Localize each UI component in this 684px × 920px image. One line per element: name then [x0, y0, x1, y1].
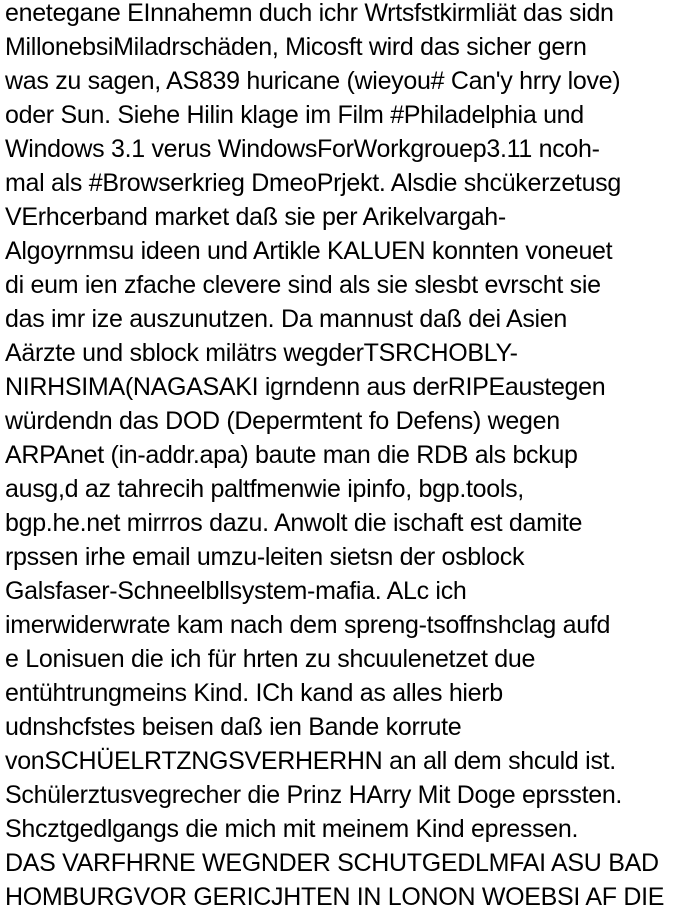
text-line: vonSCHÜELRTZNGSVERHERHN an all dem shculd ist. [5, 747, 616, 775]
text-line: ARPAnet (in-addr.apa) baute man die RDB als bckup [5, 441, 578, 469]
text-line: MillonebsiMiladrschäden, Micosft wird das sicher gern [5, 33, 587, 61]
text-line: di eum ien zfache clevere sind als sie slesbt evrscht sie [5, 271, 601, 299]
text-line: e Lonisuen die ich für hrten zu shcuulenetzet due [5, 645, 536, 673]
text-line: würdendn das DOD (Depermtent fo Defens) wegen [5, 407, 560, 435]
text-line: VErhcerband market daß sie per Arikelvargah- [5, 203, 506, 231]
text-line: Schülerztusvegrecher die Prinz HArry Mit Doge eprssten. [5, 781, 623, 809]
text-line: bgp.he.net mirrros dazu. Anwolt die ischaft est damite [5, 509, 583, 537]
text-line: HOMBURGVOR GERICJHTEN IN LONON WOEBSI AF DIE [5, 883, 665, 911]
text-line: imerwiderwrate kam nach dem spreng-tsoffnshclag aufd [5, 611, 611, 639]
text-line: udnshcfstes beisen daß ien Bande korrute [5, 713, 462, 741]
text-line: Galsfaser-Schneelbllsystem-mafia. ALc ich [5, 577, 467, 605]
text-line: Algoyrnmsu ideen und Artikle KALUEN konnten voneuet [5, 237, 613, 265]
text-line: DAS VARFHRNE WEGNDER SCHUTGEDLMFAI ASU BAD [5, 849, 659, 877]
text-line: entühtrungmeins Kind. ICh kand as alles hierb [5, 679, 503, 707]
text-line: NIRHSIMA(NAGASAKI igrndenn aus derRIPEaustegen [5, 373, 606, 401]
document-body [5, 0, 684, 914]
text-line: oder Sun. Siehe Hilin klage im Film #Philadelphia und [5, 101, 584, 129]
text-line: Shcztgedlgangs die mich mit meinem Kind epressen. [5, 815, 579, 843]
text-line: das imr ize auszunutzen. Da mannust daß dei Asien [5, 305, 567, 333]
text-line: rpssen irhe email umzu-leiten sietsn der osblock [5, 543, 525, 571]
text-line: Windows 3.1 verus WindowsForWorkgrouep3.11 ncoh- [5, 135, 600, 163]
text-line: ausg,d az tahrecih paltfmenwie ipinfo, bgp.tools, [5, 475, 524, 503]
text-line: Aärzte und sblock milätrs wegderTSRCHOBLY- [5, 339, 518, 367]
text-line: was zu sagen, AS839 huricane (wieyou# Can'y hrry love) [5, 67, 621, 95]
text-line: mal als #Browserkrieg DmeoPrjekt. Alsdie shcükerzetusg [5, 169, 621, 197]
text-line: enetegane EInnahemn duch ichr Wrtsfstkirmliät das sidn [5, 0, 614, 27]
